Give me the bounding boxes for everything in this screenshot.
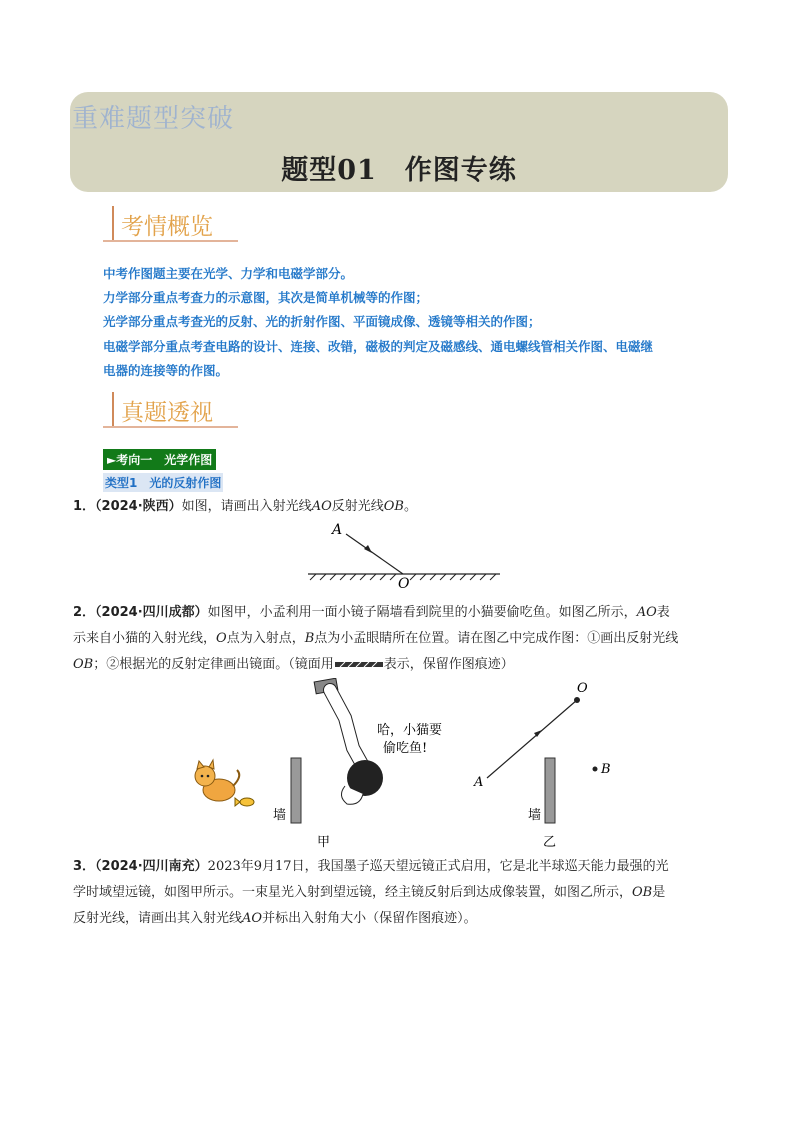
caption-right: 乙 [543,835,557,850]
overview-line-5: 电器的连接等的作图。 [103,363,229,378]
label-b: B [601,762,611,777]
boy-illustration [314,678,383,804]
q3-source: （2024·四川南充） [95,859,208,874]
overview-line-4: 电磁学部分重点考查电路的设计、连接、改错，磁极的判定及磁感线、通电螺线管相关作图、电磁继 [103,339,654,354]
speech-line-1: 哈，小猫要 [377,723,443,738]
q3-number: 3． [73,859,96,874]
q3-text-d: 反射光线，请画出其入射光线 [73,911,243,926]
q2-o: O [216,631,227,646]
figure-2 [185,678,625,853]
q1-mid: 反射光线 [331,499,384,514]
q1-source: （2024·陕西） [95,499,182,514]
heading-vertical-rule [112,392,114,428]
q2-b: B [304,631,315,646]
cat-illustration [195,760,239,801]
direction-tag: ►考向一 光学作图 [103,449,216,470]
q2-text-f: ；②根据光的反射定律画出镜面。（镜面用 [93,657,334,672]
label-o: O [577,681,588,696]
page-title: 题型01 作图专练 [281,155,517,186]
point-b [593,767,598,772]
speech-line-2: 偷吃鱼! [383,741,428,756]
point-o [574,697,580,703]
incident-ray-ao [487,700,577,778]
q1-ob: OB [383,499,404,514]
overview-line-2: 力学部分重点考查力的示意图，其次是简单机械等的作图； [103,290,429,305]
title-banner [70,92,728,192]
q3-text-e: 并标出入射角大小（保留作图痕迹）。 [262,911,477,926]
q1-text: 如图，请画出入射光线 [181,499,312,514]
q3-ao: AO [242,911,263,926]
label-a: A [332,522,343,538]
q2-source: （2024·四川成都） [95,605,208,620]
figure-1 [300,518,510,588]
q2-text-c: 示来自小猫的入射光线， [73,631,217,646]
wall-right [545,758,555,823]
q1-end: 。 [403,499,417,514]
q2-text-g: 表示，保留作图痕迹） [383,657,514,672]
q2-number: 2． [73,605,96,620]
label-a: A [474,775,484,790]
question-2 [73,600,733,678]
wall-left [291,758,301,823]
q1-number: 1． [73,499,96,514]
question-3 [73,854,733,932]
section-heading-text: 真题透视 [121,400,213,426]
overview-line-1: 中考作图题主要在光学、力学和电磁学部分。 [103,266,354,281]
q3-text-b: 学时域望远镜，如图甲所示。一束星光入射到望远镜，经主镜反射后到达成像装置，如图乙所示， [73,885,633,900]
q2-text-a: 如图甲，小孟利用一面小镜子隔墙看到院里的小猫要偷吃鱼。如图乙所示， [207,605,637,620]
type-tag: 类型1 光的反射作图 [103,473,223,492]
heading-vertical-rule [112,206,114,242]
q2-text-e: 点为小孟眼睛所在位置。请在图乙中完成作图：①画出反射光线 [314,631,679,646]
mirror-symbol [334,660,384,670]
q2-ob: OB [73,657,94,672]
q3-ob: OB [632,885,653,900]
overview-line-3: 光学部分重点考查光的反射、光的折射作图、平面镜成像、透镜等相关的作图； [103,314,541,329]
section-heading-text: 考情概览 [121,214,213,240]
ray-arrow [364,545,372,553]
question-1 [73,494,733,520]
q1-ao: AO [311,499,332,514]
banner-supertitle: 重难题型突破 [72,104,235,134]
q2-ao: AO [636,605,657,620]
q2-text-d: 点为入射点， [226,631,305,646]
q3-text-a: 2023年9月17日，我国墨子巡天望远镜正式启用，它是北半球巡天能力最强的光 [207,859,669,874]
q2-text-b: 表 [656,605,670,620]
caption-left: 甲 [317,835,331,850]
incident-ray [346,534,403,574]
q3-text-c: 是 [652,885,666,900]
label-o: O [398,576,410,588]
section-heading-overview [103,206,243,250]
section-heading-exam [103,392,243,436]
fish-illustration [235,798,254,806]
wall-label-left: 墙 [273,808,287,823]
wall-label-right: 墙 [528,808,542,823]
